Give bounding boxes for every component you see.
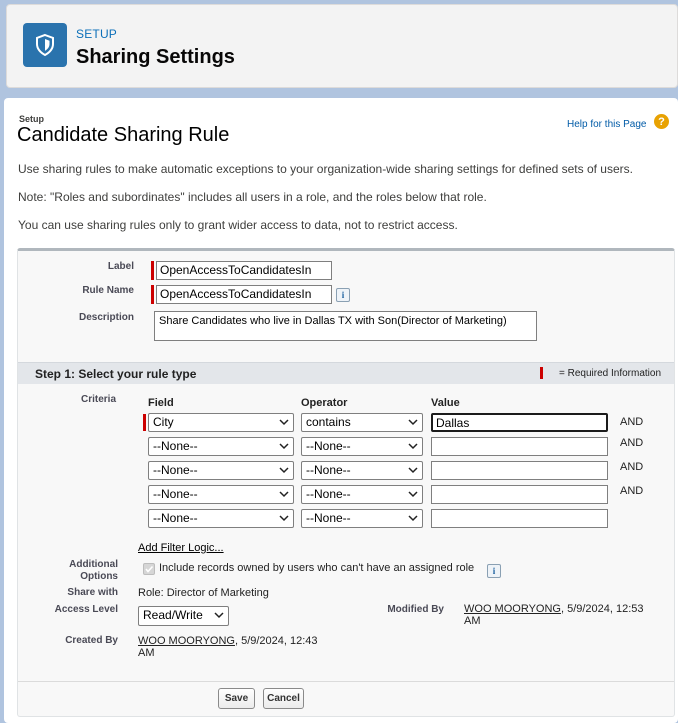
field-select-value: --None-- [153, 487, 198, 501]
operator-select-value: --None-- [306, 463, 351, 477]
breadcrumb: Setup [19, 114, 45, 124]
field-select-value: --None-- [153, 439, 198, 453]
chevron-down-icon [279, 440, 289, 452]
and-label: AND [620, 485, 644, 497]
setup-header [6, 4, 678, 88]
modified-by-label: Modified By [387, 604, 444, 615]
access-level-label: Access Level [54, 604, 118, 615]
intro-text-2: Note: "Roles and subordinates" includes all users in a role, and the roles below that role. [18, 190, 487, 204]
chevron-down-icon [279, 488, 289, 500]
value-input-3[interactable] [431, 461, 608, 480]
created-by-user-link[interactable]: WOO MOORYONG [138, 635, 235, 647]
modified-by-user-link[interactable]: WOO MOORYONG [464, 603, 561, 615]
setup-eyebrow: SETUP [76, 27, 118, 41]
field-select-2[interactable] [148, 437, 294, 456]
setup-title: Sharing Settings [76, 46, 235, 68]
and-label: AND [620, 416, 644, 428]
field-select-1[interactable] [148, 413, 294, 432]
col-field: Field [148, 397, 174, 409]
step-title: Step 1: Select your rule type [35, 367, 197, 381]
field-select-5[interactable] [148, 509, 294, 528]
checkmark-icon [144, 564, 154, 574]
include-records-checkbox[interactable] [143, 563, 155, 575]
criteria-label: Criteria [80, 394, 116, 405]
required-indicator [540, 367, 543, 379]
help-link[interactable]: Help for this Page [567, 119, 647, 130]
add-filter-logic-link[interactable]: Add Filter Logic... [138, 542, 224, 554]
main-content [4, 98, 678, 723]
modified-by-value [464, 603, 664, 627]
description-textarea[interactable]: Share Candidates who live in Dallas TX with Son(Director of Marketing) [154, 311, 537, 341]
operator-select-4[interactable] [301, 485, 423, 504]
cancel-button[interactable]: Cancel [263, 688, 304, 709]
label-field-label: Label [107, 261, 134, 272]
value-input-2[interactable] [431, 437, 608, 456]
created-by-label: Created By [65, 635, 118, 646]
field-select-value: --None-- [153, 463, 198, 477]
additional-options-label-line-2: Options [80, 571, 118, 582]
include-records-text: Include records owned by users who can't have an assigned role [159, 562, 475, 574]
save-button[interactable]: Save [218, 688, 255, 709]
sharing-rule-form [17, 248, 675, 717]
chevron-down-icon [279, 416, 289, 428]
page-title: Candidate Sharing Rule [17, 124, 230, 146]
field-select-3[interactable] [148, 461, 294, 480]
and-label: AND [620, 461, 644, 473]
created-by-date-am: AM [138, 647, 155, 659]
info-icon[interactable]: i [336, 288, 350, 302]
shield-icon [23, 23, 67, 67]
required-legend: = Required Information [559, 368, 662, 379]
created-by-date: , 5/9/2024, 12:43 [234, 635, 318, 647]
col-value: Value [431, 397, 460, 409]
required-indicator [143, 414, 146, 431]
access-level-select[interactable] [138, 606, 229, 626]
additional-options-label-line-1: Additional [69, 559, 118, 570]
chevron-down-icon [214, 609, 224, 621]
chevron-down-icon [408, 464, 418, 476]
divider [18, 681, 674, 682]
operator-select-value: --None-- [306, 487, 351, 501]
chevron-down-icon [408, 488, 418, 500]
value-input-5[interactable] [431, 509, 608, 528]
share-with-label: Share with [67, 587, 118, 598]
field-select-value: --None-- [153, 511, 198, 525]
col-operator: Operator [301, 397, 348, 409]
step-1-header [18, 362, 674, 384]
help-icon[interactable]: ? [654, 114, 669, 129]
operator-select-1[interactable] [301, 413, 423, 432]
modified-by-date: , 5/9/2024, 12:53 [560, 603, 644, 615]
field-select-4[interactable] [148, 485, 294, 504]
access-level-select-value: Read/Write [143, 608, 203, 622]
rule-name-input[interactable]: OpenAccessToCandidatesIn [156, 285, 332, 304]
rule-name-label: Rule Name [82, 285, 134, 296]
additional-options-label [58, 559, 118, 583]
operator-select-value: --None-- [306, 511, 351, 525]
modified-by-date-am: AM [464, 615, 481, 627]
operator-select-2[interactable] [301, 437, 423, 456]
operator-select-value: contains [306, 415, 351, 429]
info-icon[interactable]: i [487, 564, 501, 578]
operator-select-value: --None-- [306, 439, 351, 453]
created-by-value [138, 635, 338, 659]
share-with-value: Role: Director of Marketing [138, 587, 269, 599]
operator-select-5[interactable] [301, 509, 423, 528]
label-input[interactable]: OpenAccessToCandidatesIn [156, 261, 332, 280]
value-input-1[interactable]: Dallas [431, 413, 608, 432]
field-select-value: City [153, 415, 174, 429]
intro-text-3: You can use sharing rules only to grant wider access to data, not to restrict access. [18, 218, 458, 232]
value-input-4[interactable] [431, 485, 608, 504]
description-label: Description [78, 312, 134, 323]
chevron-down-icon [408, 512, 418, 524]
required-indicator [151, 285, 154, 304]
chevron-down-icon [279, 464, 289, 476]
intro-text-1: Use sharing rules to make automatic exceptions to your organization-wide sharing settings for defined sets of users. [18, 162, 633, 176]
chevron-down-icon [408, 440, 418, 452]
required-indicator [151, 261, 154, 280]
and-label: AND [620, 437, 644, 449]
chevron-down-icon [408, 416, 418, 428]
chevron-down-icon [279, 512, 289, 524]
operator-select-3[interactable] [301, 461, 423, 480]
